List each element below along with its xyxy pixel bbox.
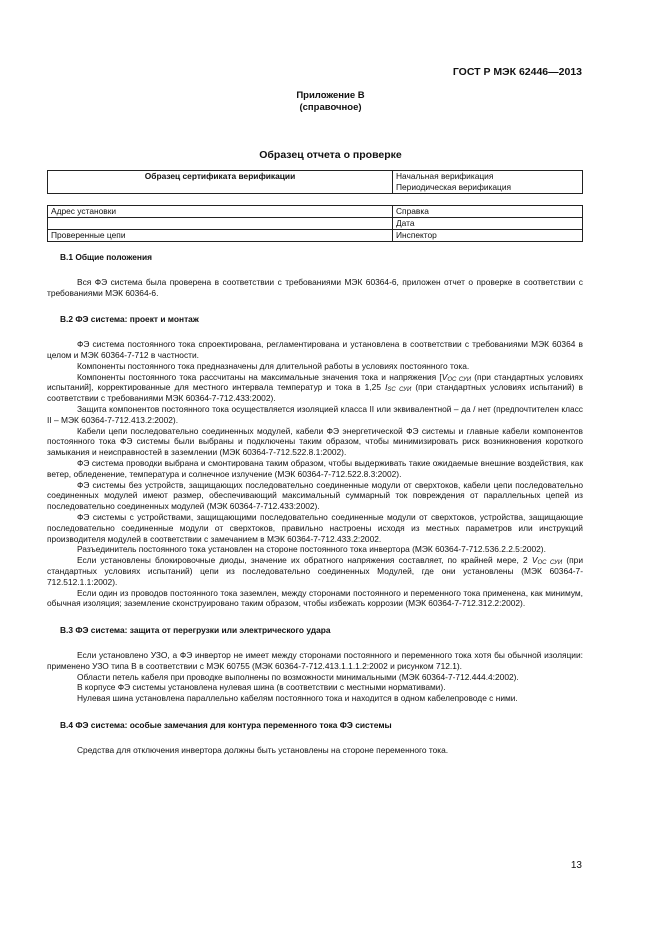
empty-cell <box>48 218 393 230</box>
paragraph-rated-values: Компоненты постоянного тока рассчитаны на максимальные значения тока и напряжения [$V_{OC СУИ}$ (при стандартных условиях испытаний], корректированные для местного интервала температур и тока в 1,25 $I_{SC СУИ}$ (при стандартных условиях испытаний) в соответствии с требованиями МЭК 60364-7-712.433:2002). <box>47 371 584 404</box>
verification-periodic: Периодическая верификация <box>396 182 512 192</box>
paragraph: Нулевая шина установлена параллельно кабелям постоянного тока и находится в одном кабелепроводе с ними. <box>77 693 518 704</box>
paragraph: ФЭ система проводки выбрана и смонтирована таким образом, чтобы выдерживать такие ожидаемые внешние воздействия, как ветер, обледенение, температура и солнечное излучение (МЭК 60364-7-712.522.8.3:2002). <box>47 457 583 479</box>
paragraph: Вся ФЭ система была проверена в соответствии с требованиями МЭК 60364-6, приложен отчет о проверке в соответствии с требованиями МЭК 60364-6. <box>47 276 583 298</box>
page-number: 13 <box>570 860 582 871</box>
paragraph: Если один из проводов постоянного тока заземлен, между сторонами постоянного и переменного тока применена, как минимум, обычная изоляция; заземление сконструировано таким образом, чтобы избежать коррозии (МЭК 60364-7-712.312.2:2002). <box>47 587 583 609</box>
certificate-title-cell: Образец сертификата верификации <box>48 171 393 194</box>
tested-circuits-label: Проверенные цепи <box>48 230 393 242</box>
inspector-label: Инспектор <box>393 230 583 242</box>
paragraph: Кабели цепи последовательно соединенных модулей, кабели ФЭ энергетической ФЭ системы и главные кабели компонентов постоянного тока ФЭ системы были выбраны и подключены таким образом, чтобы минимизировать риск возникновения короткого замыкания и неисправностей в заземлении (МЭК 60364-7-712.522.8.1:2002). <box>47 425 583 458</box>
table-row <box>48 218 583 230</box>
paragraph: Защита компонентов постоянного тока осуществляется изоляцией класса II или эквивалентной – да / нет (предпочтителен класс II – МЭК 60364-7-712.413.2:2002). <box>47 403 583 425</box>
date-label: Дата <box>393 218 583 230</box>
verification-initial: Начальная верификация <box>396 171 494 181</box>
report-title: Образец отчета о проверке <box>259 149 402 161</box>
paragraph: Средства для отключения инвертора должны быть установлены на стороне переменного тока. <box>77 744 449 755</box>
paragraph: Разъединитель постоянного тока установлен на стороне постоянного тока инвертора (МЭК 60364-7-712.536.2.2.5:2002). <box>77 544 546 555</box>
standard-header: ГОСТ Р МЭК 62446—2013 <box>452 66 582 78</box>
paragraph: В корпусе ФЭ системы установлена нулевая шина (в соответствии с местными нормативами). <box>77 682 446 693</box>
section-heading-b2: В.2 ФЭ система: проект и монтаж <box>60 314 199 325</box>
table-row <box>48 230 583 242</box>
reference-label: Справка <box>393 206 583 218</box>
section-heading-b4: В.4 ФЭ система: особые замечания для контура переменного тока ФЭ системы <box>60 719 392 730</box>
paragraph: ФЭ системы без устройств, защищающих последовательно соединенные модули от сверхтоков, кабели цепи последовательно соединенных модулей имеют размер, обеспечивающий максимальный суммарный ток повреждения от параллельных цепей из последовательно соединенных модулей (МЭК 60364-7-712.433:2002). <box>47 479 583 512</box>
paragraph: ФЭ системы с устройствами, защищающими последовательно соединенные модули от сверхтоков, устройства, защищающие последовательно соединенные модули от сверхтоков, правильно настроены исходя из местных параметров или инструкций производителя модулей в соответствии с замечанием в МЭК 60364-7-712.433.2:2002. <box>47 511 583 544</box>
paragraph: Если установлено УЗО, а ФЭ инвертор не имеет между сторонами постоянного и переменного тока хотя бы обычной изоляции: применено УЗО типа В в соответствии с МЭК 60755 (МЭК 60364-7-712.413.1.1.1.2:2002 и рисунком 712.1). <box>47 649 583 671</box>
installation-address-label: Адрес установки <box>48 206 393 218</box>
verification-type-cell <box>393 171 583 194</box>
appendix-subtitle: (справочное) <box>299 102 362 113</box>
document-body <box>47 252 583 755</box>
paragraph-blocking-diodes: Если установлены блокировочные диоды, значение их обратного напряжения составляет, по крайней мере, 2 $V_{OC СУИ}$ (при стандартных условиях испытаний) цепи из последовательно соединенных Модулей, где они установлены (МЭК 60364-7-712.512.1.1:2002). <box>47 555 583 587</box>
section-heading-b1: В.1 Общие положения <box>60 252 153 262</box>
certificate-table <box>47 170 583 194</box>
paragraph: Компоненты постоянного тока предназначены для длительной работы в условиях постоянного тока. <box>77 360 470 371</box>
installation-info-table <box>47 205 583 242</box>
appendix-title: Приложение В <box>296 90 365 101</box>
paragraph: ФЭ система постоянного тока спроектирована, регламентирована и установлена в соответствии с требованиями МЭК 60364 в целом и МЭК 60364-7-712 в частности. <box>47 339 583 360</box>
table-row <box>48 206 583 218</box>
section-heading-b3: В.3 ФЭ система: защита от перегрузки или электрического удара <box>60 625 331 636</box>
paragraph: Области петель кабеля при проводке выполнены по возможности минимальными (МЭК 60364-7-712.444.4:2002). <box>77 671 519 682</box>
